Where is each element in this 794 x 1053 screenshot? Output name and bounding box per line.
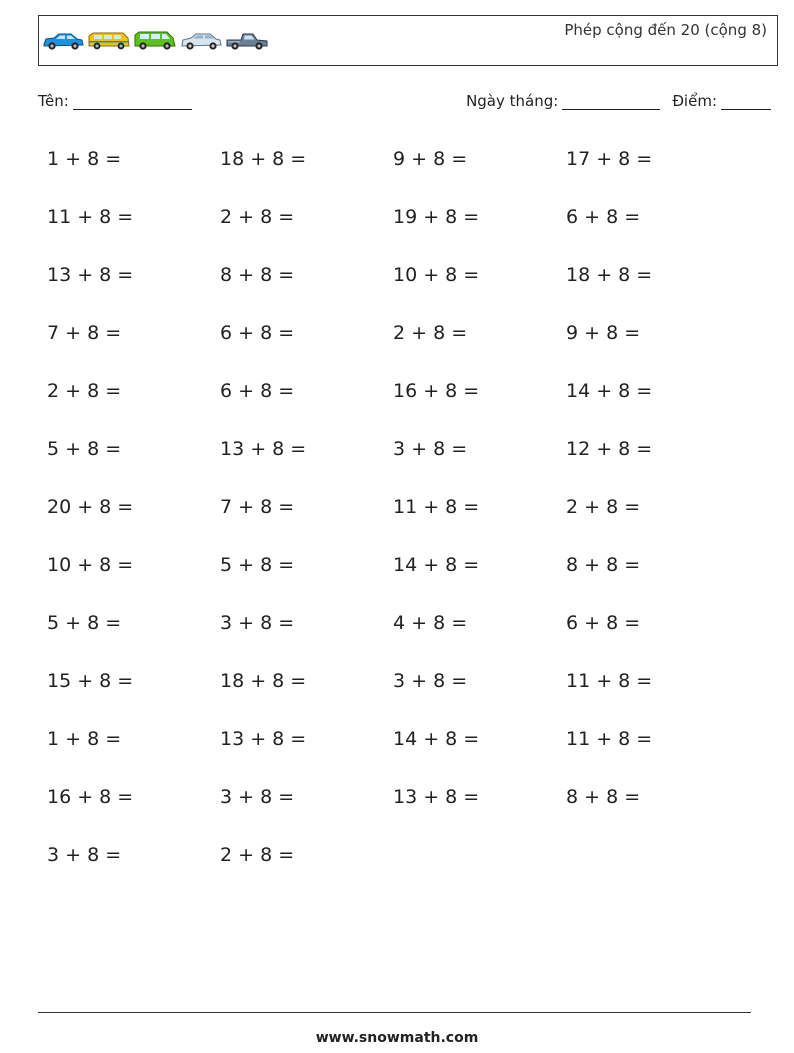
problem-item: 9 + 8 =: [566, 322, 641, 344]
problem-item: 3 + 8 =: [220, 612, 295, 634]
score-blank-line[interactable]: [721, 92, 771, 110]
problem-item: 6 + 8 =: [566, 612, 641, 634]
problem-item: 5 + 8 =: [220, 554, 295, 576]
problem-item: 11 + 8 =: [393, 496, 480, 518]
problem-item: 13 + 8 =: [393, 786, 480, 808]
problem-item: 8 + 8 =: [220, 264, 295, 286]
problem-item: 2 + 8 =: [566, 496, 641, 518]
problem-item: 16 + 8 =: [47, 786, 134, 808]
problem-item: 6 + 8 =: [220, 322, 295, 344]
problem-item: 2 + 8 =: [220, 844, 295, 866]
problem-item: 2 + 8 =: [393, 322, 468, 344]
date-score-fields: [466, 92, 771, 110]
problem-item: 15 + 8 =: [47, 670, 134, 692]
student-info-row: [38, 92, 771, 116]
problem-item: 14 + 8 =: [566, 380, 653, 402]
problem-item: 14 + 8 =: [393, 554, 480, 576]
name-label: Tên:: [38, 92, 69, 110]
problem-item: 3 + 8 =: [220, 786, 295, 808]
problem-item: 10 + 8 =: [47, 554, 134, 576]
problem-item: 8 + 8 =: [566, 554, 641, 576]
problem-item: 5 + 8 =: [47, 612, 122, 634]
problem-item: 2 + 8 =: [47, 380, 122, 402]
white-suv-icon: [179, 30, 223, 52]
problem-item: 9 + 8 =: [393, 148, 468, 170]
problem-item: 6 + 8 =: [220, 380, 295, 402]
problem-item: 2 + 8 =: [220, 206, 295, 228]
problem-item: 10 + 8 =: [393, 264, 480, 286]
problem-item: 1 + 8 =: [47, 728, 122, 750]
blue-car-icon: [41, 30, 85, 52]
score-label: Điểm:: [672, 92, 717, 110]
problem-item: 13 + 8 =: [47, 264, 134, 286]
problem-item: 4 + 8 =: [393, 612, 468, 634]
problem-item: 5 + 8 =: [47, 438, 122, 460]
name-blank-line[interactable]: [73, 92, 192, 110]
problem-item: 3 + 8 =: [47, 844, 122, 866]
problem-item: 19 + 8 =: [393, 206, 480, 228]
problem-item: 16 + 8 =: [393, 380, 480, 402]
problem-item: 18 + 8 =: [566, 264, 653, 286]
problem-item: 11 + 8 =: [47, 206, 134, 228]
problem-item: 13 + 8 =: [220, 728, 307, 750]
footer-divider: [38, 1012, 751, 1013]
problem-item: 13 + 8 =: [220, 438, 307, 460]
problem-item: 1 + 8 =: [47, 148, 122, 170]
name-field: [38, 92, 192, 110]
problem-item: 6 + 8 =: [566, 206, 641, 228]
problem-item: 12 + 8 =: [566, 438, 653, 460]
problem-item: 11 + 8 =: [566, 728, 653, 750]
problem-item: 11 + 8 =: [566, 670, 653, 692]
problem-item: 18 + 8 =: [220, 670, 307, 692]
problem-item: 3 + 8 =: [393, 670, 468, 692]
date-blank-line[interactable]: [562, 92, 660, 110]
car-icons-strip: [41, 28, 269, 54]
problem-item: 7 + 8 =: [220, 496, 295, 518]
worksheet-header: [38, 15, 778, 66]
problem-item: 17 + 8 =: [566, 148, 653, 170]
green-van-icon: [133, 30, 177, 52]
problem-item: 8 + 8 =: [566, 786, 641, 808]
footer-url: www.snowmath.com: [315, 1030, 479, 1046]
problem-item: 3 + 8 =: [393, 438, 468, 460]
yellow-van-icon: [87, 30, 131, 52]
problem-item: 7 + 8 =: [47, 322, 122, 344]
worksheet-title: Phép cộng đến 20 (cộng 8): [564, 21, 767, 39]
gray-pickup-icon: [225, 30, 269, 52]
date-label: Ngày tháng:: [466, 92, 559, 110]
problem-item: 20 + 8 =: [47, 496, 134, 518]
problem-item: 14 + 8 =: [393, 728, 480, 750]
problem-item: 18 + 8 =: [220, 148, 307, 170]
